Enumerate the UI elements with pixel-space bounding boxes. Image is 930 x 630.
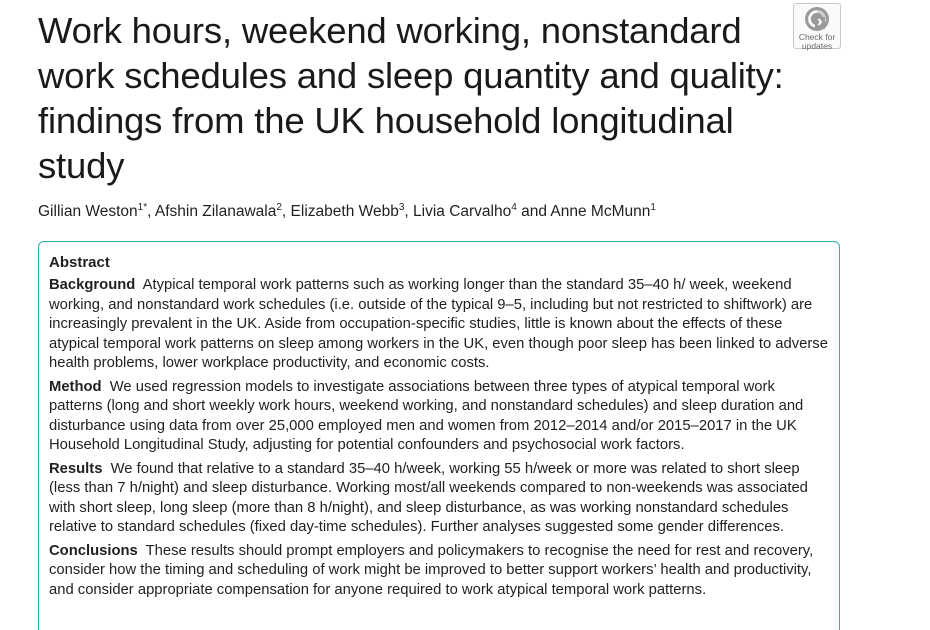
section-label: Background xyxy=(49,277,136,293)
abstract-conclusions xyxy=(49,542,829,601)
section-text: We used regression models to investigate associations between three types of atypical temporal work patterns (long and short weekly work hours, weekend working, and nonstandard schedules) and sleep duration and disturbance using data from over 25,000 employed men and women from 2012–2014 and/or 2015–2017 in the UK Household Longitudinal Study, adjusting for potential confounders and psychosocial work factors. xyxy=(49,378,804,453)
author[interactable]: Anne McMunn$^1$ xyxy=(550,202,656,220)
author[interactable]: Livia Carvalho$^4$ xyxy=(413,202,517,220)
affiliation-mark: 1 xyxy=(650,202,656,213)
section-text: We found that relative to a standard 35–40 h/week, working 55 h/week or more was related to short sleep (less than 7 h/night) and sleep disturbance. Working most/all weekends compared to non-weekends was associated with short sleep, long sleep (more than 8 h/night), and sleep disturbance, as was working nonstandard schedules relative to standard schedules (fixed day-time schedules). Further analyses suggested some gender differences. xyxy=(49,460,808,535)
check-for-updates-label-line1: Check for xyxy=(798,32,836,42)
section-label: Method xyxy=(49,378,102,395)
author[interactable]: Elizabeth Webb$^3$ xyxy=(290,202,405,220)
author[interactable]: Gillian Weston$^{1*}$ xyxy=(38,202,148,220)
abstract-content xyxy=(49,253,829,604)
abstract-method xyxy=(49,378,829,456)
section-label: Results xyxy=(49,460,103,477)
affiliation-mark: 2 xyxy=(276,202,282,213)
section-text: Atypical temporal work patterns such as working longer than the standard 35–40 h/ week, weekend working, and nonstandard work schedules (i.e. outside of the typical 9–5, including but not restricted to shiftwork) are increasingly prevalent in the UK. Aside from occupation-specific studies, little is known about the effects of these atypical temporal work patterns on sleep among workers in the UK, even though poor sleep has been linked to adverse health problems, lower workplace productivity, and economic costs. xyxy=(49,277,828,371)
abstract-results xyxy=(49,460,829,538)
check-for-updates-label-line2: updates xyxy=(801,41,833,51)
author[interactable]: Afshin Zilanawala$^2$ xyxy=(154,202,282,220)
section-text: These results should prompt employers and policymakers to recognise the need for rest and recovery, consider how the timing and scheduling of work might be improved to better support workers’ health and productivity, and consider appropriate compensation for anyone required to work atypical temporal work patterns. xyxy=(49,542,814,598)
abstract-heading: Abstract xyxy=(49,254,110,271)
article-title: Work hours, weekend working, nonstandard work schedules and sleep quantity and quality: findings from the UK household longitudinal study xyxy=(38,10,784,186)
check-for-updates-button[interactable] xyxy=(793,3,841,49)
affiliation-mark: 3 xyxy=(398,202,405,213)
affiliation-mark: 1* xyxy=(137,202,148,213)
section-label: Conclusions xyxy=(49,542,138,559)
affiliation-mark: 4 xyxy=(511,202,517,213)
author-list: Gillian Weston$^{1*}$, Afshin Zilanawala$^2$, Elizabeth Webb$^3$, Livia Carvalho$^4$ and Anne McMunn$^1$ xyxy=(38,202,656,220)
abstract-box xyxy=(38,241,840,630)
abstract-background xyxy=(49,276,829,374)
check-for-updates-icon xyxy=(804,6,830,32)
